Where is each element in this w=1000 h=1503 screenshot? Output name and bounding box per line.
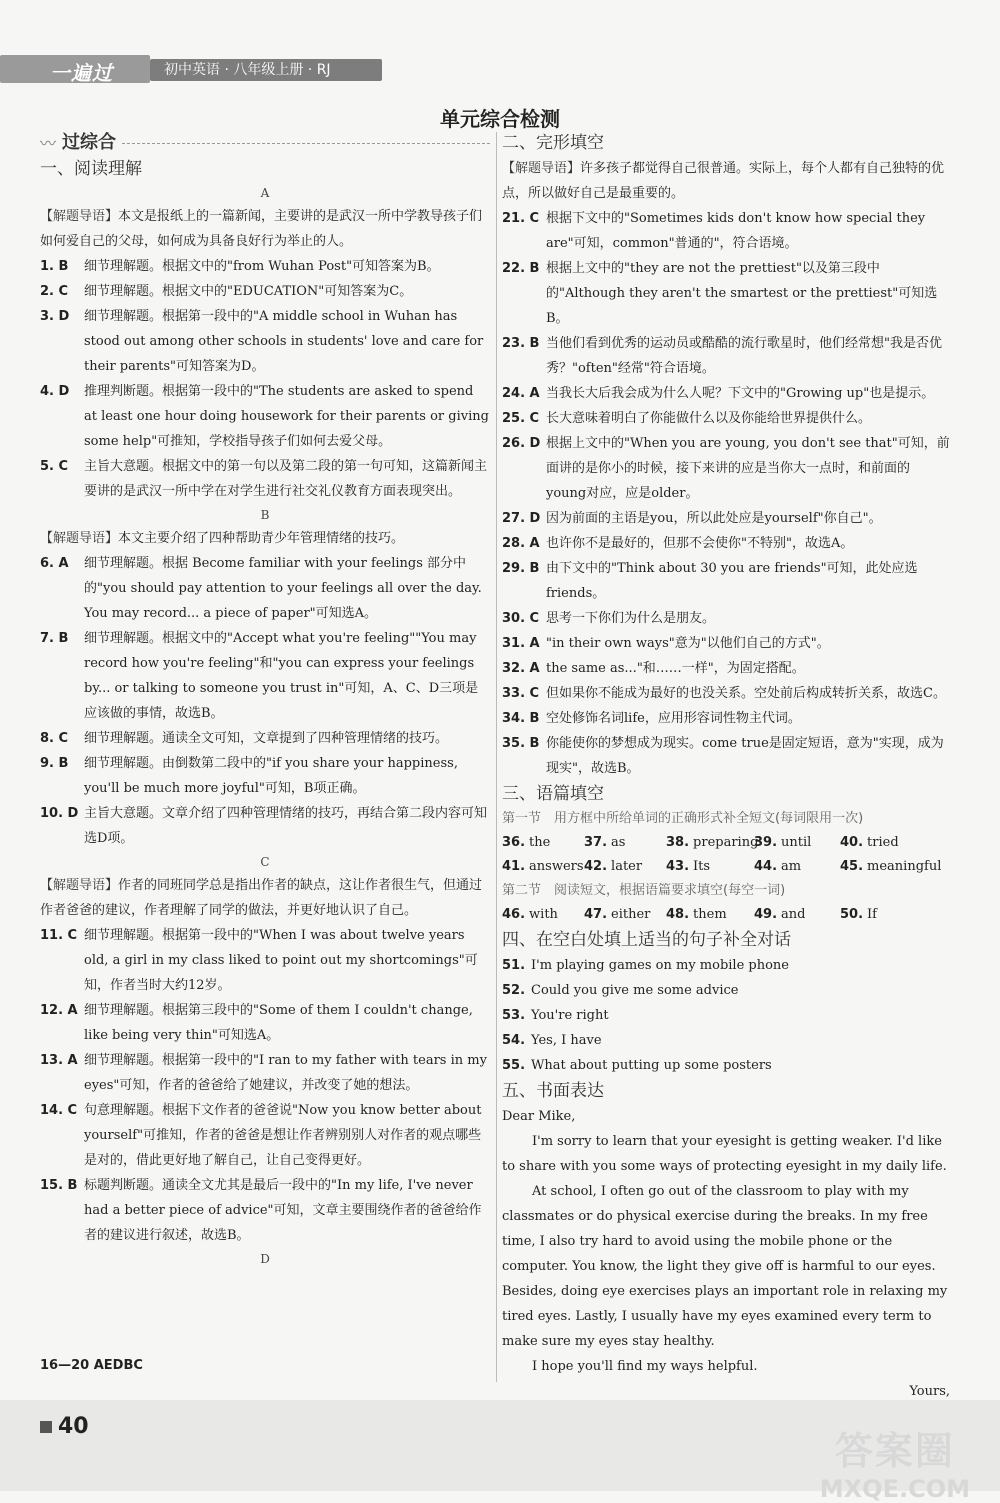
gap-sub2: 第二节 阅读短文，根据语篇要求填空(每空一词): [502, 883, 786, 898]
page-marker-icon: [40, 1421, 52, 1433]
answer-number: 2. C: [40, 284, 69, 299]
answer-item: [40, 1098, 490, 1173]
guide-label: 【解题导语】: [502, 161, 581, 176]
gap2-answers: [502, 903, 950, 927]
answer-number: 24. A: [502, 386, 540, 401]
dialog-number: 52.: [502, 983, 526, 998]
answer-number: 4. D: [40, 384, 70, 399]
items-c-list: [40, 923, 490, 1248]
answer-item: [40, 1048, 490, 1098]
answer-number: 30. C: [502, 611, 540, 626]
section-label-row: [40, 130, 490, 156]
blank-number: 45.: [840, 859, 864, 874]
blank-number: 49.: [754, 907, 778, 922]
answer-item: [502, 681, 950, 706]
blank-number: 48.: [666, 907, 690, 922]
answers-d-text: 16—20 AEDBC: [40, 1358, 143, 1373]
dialog-sentence: What about putting up some posters: [531, 1058, 772, 1073]
answer-explanation: 主旨大意题。根据文中的第一句以及第二段的第一句可知，这篇新闻主要讲的是武汉一所中学在对学生进行社交礼仪教育方面表现突出。: [84, 459, 488, 499]
answer-item: [502, 506, 950, 531]
answer-explanation: the same as..."和……一样"，为固定搭配。: [546, 661, 805, 676]
letter-paragraph-1: I'm sorry to learn that your eyesight is getting weaker. I'd like to share with you some ways of protecting eyesight in my daily life.: [502, 1134, 947, 1174]
guide-text: 本文是报纸上的一篇新闻，主要讲的是武汉一所中学教导孩子们如何爱自己的父母，如何成为具备良好行为举止的人。: [40, 209, 483, 249]
dialog-number: 53.: [502, 1008, 526, 1023]
guide-text: 作者的同班同学总是指出作者的缺点，这让作者很生气，但通过作者爸爸的建议，作者理解了同学的做法，并更好地认识了自己。: [40, 878, 483, 918]
blank-answer: [666, 903, 754, 927]
answer-item: [502, 531, 950, 556]
blank-answer: [840, 831, 940, 855]
right-column: [502, 130, 950, 1429]
blank-word: answers: [529, 859, 584, 874]
letter-greeting: Dear Mike,: [502, 1109, 576, 1124]
blank-word: tried: [867, 835, 899, 850]
answer-explanation: 当他们看到优秀的运动员或酷酷的流行歌星时，他们经常想"我是否优秀？"often"经常"符合语境。: [546, 336, 942, 376]
dialog-answer: [502, 1003, 950, 1028]
answer-number: 11. C: [40, 928, 78, 943]
blank-word: Its: [693, 859, 711, 874]
blank-number: 36.: [502, 835, 526, 850]
answer-explanation: 细节理解题。根据文中的"EDUCATION"可知答案为C。: [84, 284, 413, 299]
part-a-label: A: [260, 186, 270, 200]
blank-number: 42.: [584, 859, 608, 874]
blank-answer: [840, 903, 940, 927]
page-title: 单元综合检测: [440, 107, 560, 131]
answer-item: [40, 254, 490, 279]
part-c-label: C: [260, 855, 270, 869]
blank-word: later: [611, 859, 643, 874]
guide-label: 【解题导语】: [40, 531, 119, 546]
answer-explanation: 细节理解题。根据文中的"Accept what you're feeling""You may record how you're feeling"和"you can express your feelings by... or talking to someone you trust in"可知，A、C、D三项是应该做的事情，故选B。: [84, 631, 479, 721]
answer-explanation: 细节理解题。根据第一段中的"A middle school in Wuhan has stood out among other schools in students' love and care for their parents"可知答案为D。: [84, 309, 484, 374]
blank-word: If: [867, 907, 877, 922]
blank-answer: [754, 903, 840, 927]
answer-item: [502, 256, 950, 331]
answer-explanation: 当我长大后我会成为什么人呢？下文中的"Growing up"也是提示。: [546, 386, 935, 401]
blank-answer: [754, 831, 840, 855]
answer-item: [40, 923, 490, 998]
blank-word: meaningful: [867, 859, 942, 874]
answer-explanation: 因为前面的主语是you，所以此处应是yourself"你自己"。: [546, 511, 882, 526]
watermark-line1: 答案圈: [834, 1429, 955, 1473]
blank-answer: [840, 855, 940, 879]
guide-c: [40, 873, 490, 923]
answer-number: 14. C: [40, 1103, 78, 1118]
answer-item: [40, 1173, 490, 1248]
blank-word: either: [611, 907, 651, 922]
answer-explanation: 空处修饰名词life，应用形容词性物主代词。: [546, 711, 801, 726]
answer-explanation: 细节理解题。根据第一段中的"I ran to my father with tears in my eyes"可知，作者的爸爸给了她建议，并改变了她的想法。: [84, 1053, 487, 1093]
answer-number: 34. B: [502, 711, 540, 726]
blank-word: until: [781, 835, 812, 850]
brand-tag: 初中英语 · 八年级上册 · RJ: [150, 59, 382, 81]
answer-explanation: 主旨大意题。文章介绍了四种管理情绪的技巧，再结合第二段内容可知选D项。: [84, 806, 488, 846]
blank-number: 43.: [666, 859, 690, 874]
answer-explanation: 推理判断题。根据第一段中的"The students are asked to spend at least one hour doing housework for their parents or giving some help"可推知，学校指导孩子们如何去爱父母。: [84, 384, 489, 449]
answer-number: 6. A: [40, 556, 69, 571]
answers-d: [40, 1358, 143, 1373]
column-divider: [496, 132, 497, 1382]
answer-number: 22. B: [502, 261, 540, 276]
dialog-number: 51.: [502, 958, 526, 973]
writing-heading: 五、书面表达: [502, 1081, 604, 1101]
items-b-list: [40, 551, 490, 851]
dialog-answer: [502, 953, 950, 978]
guide-b: [40, 526, 490, 551]
blank-number: 46.: [502, 907, 526, 922]
blank-answer: [502, 903, 584, 927]
answer-number: 32. A: [502, 661, 540, 676]
answer-item: [40, 379, 490, 454]
answer-number: 3. D: [40, 309, 70, 324]
answer-explanation: 根据上文中的"When you are young, you don't see that"可知，前面讲的是你小的时候，接下来讲的应是当你大一点时，和前面的young对应，应是older。: [546, 436, 950, 501]
part-d-label: D: [260, 1252, 270, 1266]
answer-number: 25. C: [502, 411, 540, 426]
dialog-answer: [502, 1028, 950, 1053]
blank-number: 41.: [502, 859, 526, 874]
blank-answer: [584, 855, 666, 879]
answer-number: 35. B: [502, 736, 540, 751]
letter-paragraph-2: At school, I often go out of the classroom to play with my classmates or do physical exercise during the breaks. In my free time, I also try hard to avoid using the mobile phone or the computer. You know, the light they give off is harmful to our eyes. Besides, doing eye exercises plays an important role in relaxing my tired eyes. Lastly, I usually have my eyes examined every term to make sure my eyes stay healthy.: [502, 1184, 948, 1349]
answer-number: 15. B: [40, 1178, 78, 1193]
answer-explanation: 细节理解题。由倒数第二段中的"if you share your happiness, you'll be much more joyful"可知，B项正确。: [84, 756, 458, 796]
dialog-answers: [502, 953, 950, 1078]
cloze-guide: [502, 156, 950, 206]
dialog-number: 54.: [502, 1033, 526, 1048]
answer-explanation: 细节理解题。根据第三段中的"Some of them I couldn't change, like being very thin"可知选A。: [84, 1003, 473, 1043]
page-header: [0, 0, 1000, 100]
blank-answer: [584, 831, 666, 855]
dialog-answer: [502, 978, 950, 1003]
answer-explanation: 也许你不是最好的，但那不会使你"不特别"，故选A。: [546, 536, 854, 551]
part-b-label: B: [260, 508, 270, 522]
page-number: 40: [58, 1414, 89, 1439]
answer-number: 23. B: [502, 336, 540, 351]
guide-a: [40, 204, 490, 254]
guide-text: 本文主要介绍了四种帮助青少年管理情绪的技巧。: [118, 531, 405, 546]
blank-number: 47.: [584, 907, 608, 922]
answer-number: 13. A: [40, 1053, 78, 1068]
answer-explanation: 你能使你的梦想成为现实。come true是固定短语，意为"实现，成为现实"，故选B。: [546, 736, 944, 776]
answer-number: 29. B: [502, 561, 540, 576]
dialog-sentence: Could you give me some advice: [531, 983, 739, 998]
answer-explanation: 细节理解题。通读全文可知，文章提到了四种管理情绪的技巧。: [84, 731, 449, 746]
cloze-heading: 二、完形填空: [502, 133, 604, 153]
answer-number: 10. D: [40, 806, 79, 821]
blank-number: 40.: [840, 835, 864, 850]
blank-word: and: [781, 907, 806, 922]
sample-letter: [502, 1104, 950, 1429]
dialog-sentence: I'm playing games on my mobile phone: [531, 958, 789, 973]
answer-number: 31. A: [502, 636, 540, 651]
section-label: 过综合: [62, 132, 117, 153]
blank-word: preparing: [693, 835, 759, 850]
answer-item: [502, 631, 950, 656]
answer-item: [40, 279, 490, 304]
dialog-heading: 四、在空白处填上适当的句子补全对话: [502, 930, 791, 950]
answer-item: [40, 304, 490, 379]
blank-answer: [502, 855, 584, 879]
answer-number: 28. A: [502, 536, 540, 551]
dialog-answer: [502, 1053, 950, 1078]
letter-paragraph-3: I hope you'll find my ways helpful.: [532, 1359, 758, 1374]
swoosh-icon: 〰: [40, 133, 57, 153]
watermark-line2: MXQE.COM: [819, 1475, 970, 1503]
blank-answer: [502, 831, 584, 855]
answer-number: 21. C: [502, 211, 540, 226]
answer-explanation: 根据下文中的"Sometimes kids don't know how special they are"可知，common"普通的"，符合语境。: [546, 211, 926, 251]
blank-answer: [754, 855, 840, 879]
left-column: [40, 130, 490, 1270]
answer-item: [502, 706, 950, 731]
answer-item: [502, 381, 950, 406]
gap-sub1: 第一节 用方框中所给单词的正确形式补全短文(每词限用一次): [502, 811, 864, 826]
answer-item: [502, 656, 950, 681]
answer-number: 12. A: [40, 1003, 78, 1018]
answer-item: [502, 406, 950, 431]
answer-number: 33. C: [502, 686, 540, 701]
reading-heading: 一、阅读理解: [40, 159, 142, 179]
answer-explanation: 长大意味着明白了你能做什么以及你能给世界提供什么。: [546, 411, 872, 426]
answer-item: [40, 726, 490, 751]
blank-word: as: [611, 835, 626, 850]
cloze-items-list: [502, 206, 950, 781]
blank-number: 44.: [754, 859, 778, 874]
answer-item: [502, 606, 950, 631]
answer-explanation: 细节理解题。根据 Become familiar with your feelings 部分中的"you should pay attention to your feelings all over the day. You may record... a piece of paper"可知选A。: [84, 556, 482, 621]
answer-explanation: 但如果你不能成为最好的也没关系。空处前后构成转折关系，故选C。: [546, 686, 946, 701]
brand-logo: 一遍过: [50, 61, 113, 85]
answer-number: 7. B: [40, 631, 69, 646]
blank-number: 37.: [584, 835, 608, 850]
answer-explanation: 根据上文中的"they are not the prettiest"以及第三段中的"Although they aren't the smartest or the prettiest"可知选B。: [546, 261, 938, 326]
answer-item: [40, 751, 490, 801]
dialog-sentence: You're right: [531, 1008, 609, 1023]
guide-label: 【解题导语】: [40, 209, 119, 224]
answer-item: [40, 454, 490, 504]
answer-explanation: 细节理解题。根据第一段中的"When I was about twelve years old, a girl in my class liked to point out my shortcomings"可知，作者当时大约12岁。: [84, 928, 478, 993]
dialog-number: 55.: [502, 1058, 526, 1073]
answer-item: [40, 551, 490, 626]
answer-explanation: 细节理解题。根据文中的"from Wuhan Post"可知答案为B。: [84, 259, 440, 274]
blank-number: 38.: [666, 835, 690, 850]
guide-label: 【解题导语】: [40, 878, 119, 893]
answer-item: [40, 801, 490, 851]
answer-item: [502, 331, 950, 381]
blank-answer: [666, 855, 754, 879]
dialog-sentence: Yes, I have: [531, 1033, 602, 1048]
answer-explanation: 由下文中的"Think about 30 you are friends"可知，此处应选friends。: [546, 561, 918, 601]
answer-number: 1. B: [40, 259, 69, 274]
answer-item: [502, 431, 950, 506]
blank-number: 39.: [754, 835, 778, 850]
answer-item: [502, 556, 950, 606]
answer-explanation: 思考一下你们为什么是朋友。: [546, 611, 716, 626]
answer-explanation: 标题判断题。通读全文尤其是最后一段中的"In my life, I've never had a better piece of advice"可知，文章主要围绕作者的爸爸给作者的建议进行叙述，故选B。: [84, 1178, 482, 1243]
items-a-list: [40, 254, 490, 504]
answer-item: [502, 206, 950, 256]
letter-closing: Yours,: [909, 1384, 950, 1399]
answer-item: [40, 998, 490, 1048]
answer-item: [40, 626, 490, 726]
answer-explanation: "in their own ways"意为"以他们自己的方式"。: [546, 636, 830, 651]
answer-explanation: 句意理解题。根据下文作者的爸爸说"Now you know better about yourself"可推知，作者的爸爸是想让作者辨别别人对作者的观点哪些是对的，借此更好地了解自己，让自己变得更好。: [84, 1103, 482, 1168]
blank-word: them: [693, 907, 727, 922]
blank-word: with: [529, 907, 558, 922]
gap1-answers: [502, 831, 950, 879]
answer-number: 9. B: [40, 756, 69, 771]
dashed-rule: [122, 143, 490, 144]
answer-number: 5. C: [40, 459, 69, 474]
blank-answer: [666, 831, 759, 855]
blank-answer: [584, 903, 666, 927]
blank-word: the: [529, 835, 551, 850]
gap-heading: 三、语篇填空: [502, 784, 604, 804]
answer-number: 27. D: [502, 511, 541, 526]
guide-text: 许多孩子都觉得自己很普通。实际上，每个人都有自己独特的优点，所以做好自己是最重要的。: [502, 161, 945, 201]
blank-word: am: [781, 859, 802, 874]
brand-banner: [0, 55, 390, 83]
answer-number: 26. D: [502, 436, 541, 451]
answer-item: [502, 731, 950, 781]
answer-number: 8. C: [40, 731, 69, 746]
blank-number: 50.: [840, 907, 864, 922]
